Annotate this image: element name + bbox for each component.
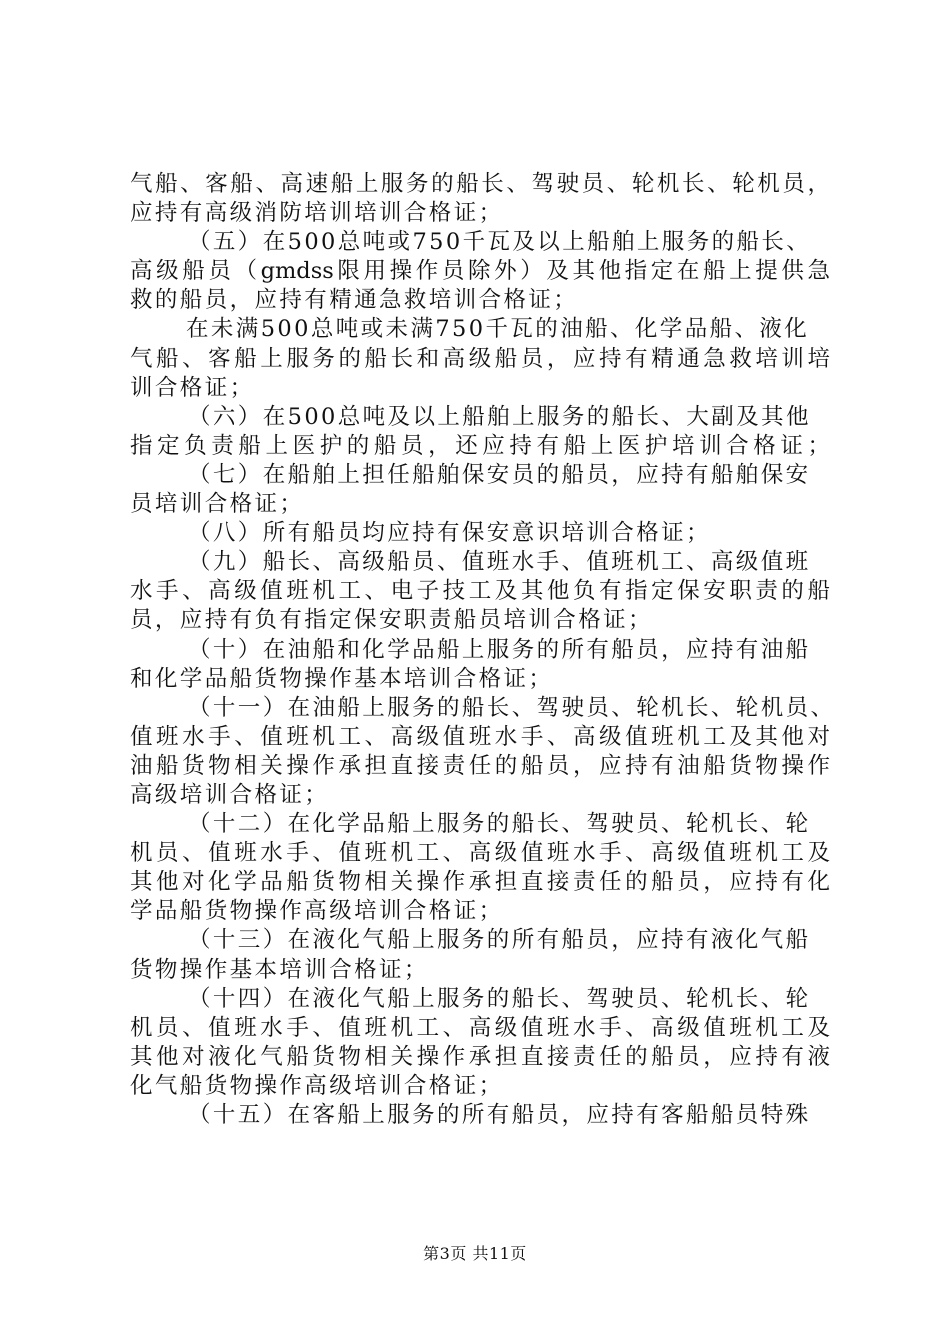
- text-line: （七）在船舶上担任船舶保安员的船员，应持有船舶保安: [188, 461, 811, 488]
- text-line: 应持有高级消防培训培训合格证；: [130, 200, 504, 227]
- text-line: 机员、值班水手、值班机工、高级值班水手、高级值班机工及: [130, 1014, 830, 1041]
- text-line: （九）船长、高级船员、值班水手、值班机工、高级值班: [188, 549, 811, 576]
- text-line: 货物操作基本培训合格证；: [130, 956, 429, 983]
- text-line: 气船、客船、高速船上服务的船长、驾驶员、轮机长、轮机员，: [130, 171, 830, 197]
- text-line: （十四）在液化气船上服务的船长、驾驶员、轮机长、轮: [188, 985, 811, 1012]
- text-line: 水手、高级值班机工、电子技工及其他负有指定保安职责的船: [130, 578, 830, 605]
- text-line: 值班水手、值班机工、高级值班水手、高级值班机工及其他对: [130, 723, 830, 750]
- text-line: （十五）在客船上服务的所有船员，应持有客船船员特殊: [188, 1102, 811, 1128]
- text-line: （十一）在油船上服务的船长、驾驶员、轮机长、轮机员、: [188, 694, 836, 721]
- text-line: 救的船员，应持有精通急救培训合格证；: [130, 287, 579, 314]
- page-number: 第3页 共11页: [423, 1244, 527, 1263]
- text-line: 高级船员（gmdss限用操作员除外）及其他指定在船上提供急: [130, 258, 830, 285]
- text-line: （五）在500总吨或750千瓦及以上船舶上服务的船长、: [188, 229, 812, 256]
- text-line: 气船、客船上服务的船长和高级船员，应持有精通急救培训培: [130, 345, 830, 372]
- text-line: （十二）在化学品船上服务的船长、驾驶员、轮机长、轮: [188, 811, 811, 838]
- text-line: （六）在500总吨及以上船舶上服务的船长、大副及其他: [188, 403, 811, 430]
- text-line: 油船货物相关操作承担直接责任的船员，应持有油船货物操作: [130, 752, 830, 779]
- text-line: （十）在油船和化学品船上服务的所有船员，应持有油船: [188, 636, 811, 663]
- text-line: 机员、值班水手、值班机工、高级值班水手、高级值班机工及: [130, 840, 830, 867]
- text-line: 指定负责船上医护的船员，还应持有船上医护培训合格证；: [130, 432, 830, 459]
- text-line: 训合格证；: [130, 374, 255, 401]
- document-body: [130, 170, 836, 1130]
- text-line: 化气船货物操作高级培训合格证；: [130, 1072, 504, 1099]
- text-line: 学品船货物操作高级培训合格证；: [130, 898, 504, 925]
- text-line: 和化学品船货物操作基本培训合格证；: [130, 665, 554, 692]
- text-line: （十三）在液化气船上服务的所有船员，应持有液化气船: [188, 927, 811, 954]
- text-line: 在未满500总吨或未满750千瓦的油船、化学品船、液化: [186, 316, 810, 343]
- text-line: 员，应持有负有指定保安职责船员培训合格证；: [130, 607, 653, 634]
- text-line: 其他对液化气船货物相关操作承担直接责任的船员，应持有液: [130, 1043, 830, 1070]
- text-line: （八）所有船员均应持有保安意识培训合格证；: [188, 520, 711, 547]
- text-line: 员培训合格证；: [130, 491, 305, 518]
- text-line: 高级培训合格证；: [130, 781, 330, 808]
- text-line: 其他对化学品船货物相关操作承担直接责任的船员，应持有化: [130, 869, 830, 896]
